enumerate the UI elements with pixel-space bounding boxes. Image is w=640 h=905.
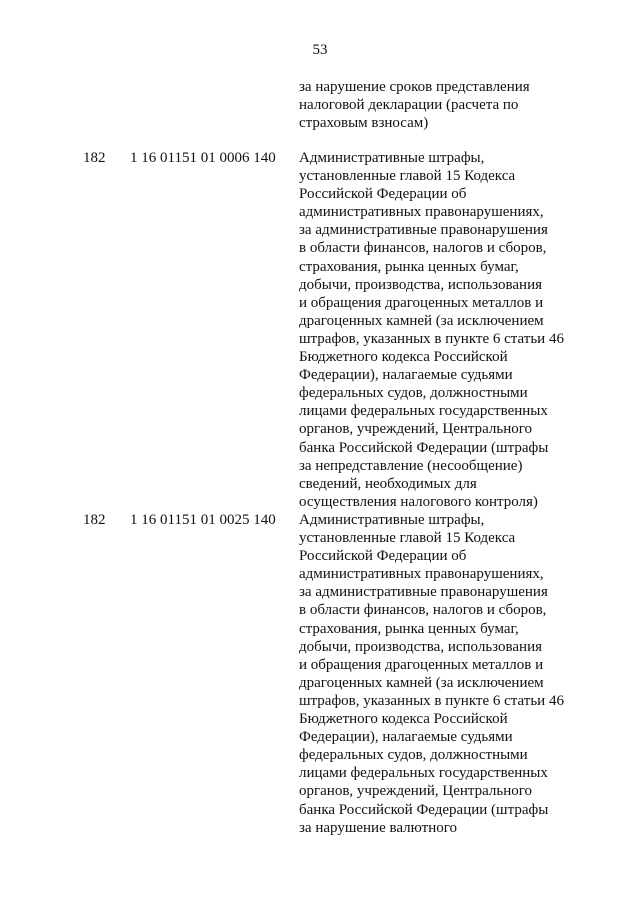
description-line: федеральных судов, должностными	[299, 747, 528, 764]
description-line: и обращения драгоценных металлов и	[299, 656, 544, 673]
description-line: Российской Федерации об	[299, 186, 467, 203]
continuation-line: налоговой декларации (расчета по	[299, 97, 519, 114]
page-number: 53	[312, 42, 328, 58]
description-line: банка Российской Федерации (штрафы	[299, 801, 549, 818]
kbk-code: 1 16 01151 01 0025 140	[130, 512, 276, 528]
description-line: лицами федеральных государственных	[299, 403, 548, 420]
continuation-line: за нарушение сроков представления	[299, 79, 530, 95]
row-description	[299, 149, 589, 511]
description-line: сведений, необходимых для	[299, 475, 477, 492]
description-line: за непредставление (несообщение)	[299, 457, 523, 474]
description-line: штрафов, указанных в пункте 6 статьи 46	[299, 692, 564, 709]
description-line: Административные штрафы,	[299, 150, 485, 166]
description-line: административных правонарушениях,	[299, 566, 544, 583]
admin-code: 182	[83, 512, 106, 528]
continuation-text	[299, 78, 589, 132]
description-line: драгоценных камней (за исключением	[299, 674, 544, 691]
description-line: за административные правонарушения	[299, 584, 548, 601]
description-line: осуществления налогового контроля)	[299, 493, 538, 510]
description-line: Административные штрафы,	[299, 512, 485, 528]
description-line: Федерации), налагаемые судьями	[299, 729, 513, 746]
description-line: за нарушение валютного	[299, 819, 458, 836]
description-line: и обращения драгоценных металлов и	[299, 294, 544, 311]
description-line: штрафов, указанных в пункте 6 статьи 46	[299, 330, 564, 347]
description-line: органов, учреждений, Центрального	[299, 421, 533, 438]
description-line: добычи, производства, использования	[299, 638, 543, 655]
description-line: установленные главой 15 Кодекса	[299, 530, 516, 547]
description-line: банка Российской Федерации (штрафы	[299, 439, 549, 456]
description-line: органов, учреждений, Центрального	[299, 783, 533, 800]
description-line: в области финансов, налогов и сборов,	[299, 240, 547, 257]
description-line: лицами федеральных государственных	[299, 765, 548, 782]
description-line: установленные главой 15 Кодекса	[299, 168, 516, 185]
continuation-line: страховым взносам)	[299, 115, 429, 132]
description-line: драгоценных камней (за исключением	[299, 312, 544, 329]
description-line: федеральных судов, должностными	[299, 385, 528, 402]
description-line: страхования, рынка ценных бумаг,	[299, 620, 519, 637]
description-line: Федерации), налагаемые судьями	[299, 367, 513, 384]
description-line: Бюджетного кодекса Российской	[299, 349, 508, 366]
row-description	[299, 511, 589, 837]
kbk-code: 1 16 01151 01 0006 140	[130, 150, 276, 166]
description-line: страхования, рынка ценных бумаг,	[299, 258, 519, 275]
description-line: Российской Федерации об	[299, 548, 467, 565]
description-line: добычи, производства, использования	[299, 276, 543, 293]
description-line: за административные правонарушения	[299, 222, 548, 239]
description-line: административных правонарушениях,	[299, 204, 544, 221]
admin-code: 182	[83, 150, 106, 166]
description-line: Бюджетного кодекса Российской	[299, 711, 508, 728]
description-line: в области финансов, налогов и сборов,	[299, 602, 547, 619]
